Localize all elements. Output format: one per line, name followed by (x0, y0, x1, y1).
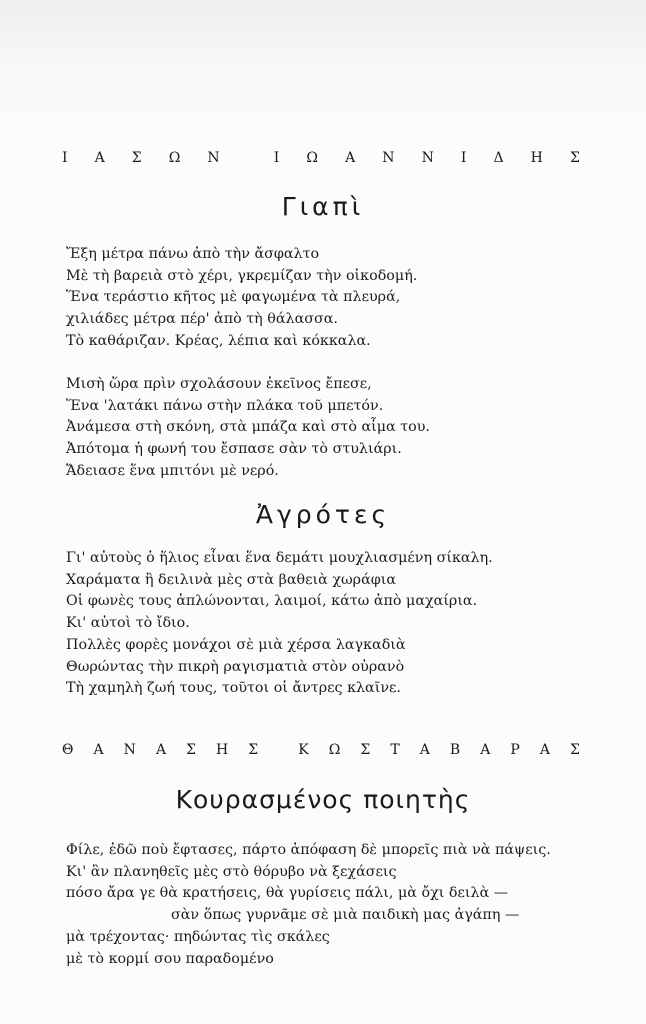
author-letter: Α (419, 742, 430, 758)
poem-line: Κι' ἂν πλανηθεῖς μὲς στὸ θόρυβο νὰ ξεχάσεις (66, 863, 397, 880)
poem-line: σὰν ὅπως γυρνᾶμε σὲ μιὰ παιδικὴ μας ἀγάπη — (171, 907, 520, 924)
author-letter: Δ (493, 150, 504, 166)
author-letter: Σ (569, 150, 580, 166)
author-letter: Σ (131, 150, 142, 166)
poem-line: Οἱ φωνὲς τους ἁπλώνονται, λαιμοί, κάτω ἀπὸ μαχαίρια. (66, 593, 478, 610)
poem-title: Κουρασμένος ποιητὴς (175, 785, 471, 814)
author-letter: Α (345, 150, 356, 166)
author-letter: Η (530, 150, 543, 166)
poem-line: Πολλὲς φορὲς μονάχοι σὲ μιὰ χέρσα λαγκαδιὰ (66, 636, 406, 653)
author-letter: Ω (328, 742, 341, 758)
poem-line: πόσο ἄρα γε θὰ κρατήσεις, θὰ γυρίσεις πάλι, μὰ ὄχι δειλὰ — (66, 885, 509, 902)
poem-line: Ἔξη μέτρα πάνω ἀπὸ τὴν ἄσφαλτο (66, 246, 320, 262)
author-letter: Ω (168, 150, 181, 166)
author-letter: Ν (382, 150, 395, 166)
poem-line: χιλιάδες μέτρα πέρ' ἀπὸ τὴ θάλασσα. (66, 311, 338, 328)
author-name (62, 150, 580, 166)
author-letter: Ν (123, 742, 136, 758)
author-letter: Α (155, 742, 167, 758)
author-letter: Ρ (510, 742, 520, 758)
poem-line: Μισὴ ὥρα πρὶν σχολάσουν ἐκεῖνος ἔπεσε, (66, 376, 372, 392)
author-letter: Ν (421, 150, 434, 166)
poem-line: Θωρώντας τὴν πικρὴ ραγισματιὰ στὸν οὐρανὸ (66, 658, 405, 675)
poem-line: Κι' αὐτοὶ τὸ ἴδιο. (66, 615, 190, 632)
author-letter: Σ (248, 742, 259, 758)
poem-stanza (66, 840, 551, 970)
poem-stanza (66, 374, 430, 483)
poem-line: Χαράματα ἢ δειλινὰ μὲς στὰ βαθειὰ χωράφια (66, 571, 397, 588)
author-letter: Β (449, 742, 461, 758)
poem-line: Ἕνα 'λατάκι πάνω στὴν πλάκα τοῦ μπετόν. (66, 397, 384, 414)
author-letter: Η (216, 742, 229, 758)
author-letter: Σ (569, 742, 580, 758)
author-letter: Τ (390, 742, 400, 758)
poem-line: Φίλε, ἐδῶ ποὺ ἔφτασες, πάρτο ἀπόφαση δὲ μπορεῖς πιὰ νὰ πάψεις. (66, 842, 551, 858)
author-letter: Α (93, 742, 104, 758)
author-letter: Α (539, 742, 550, 758)
author-letter: Ι (460, 150, 467, 166)
poem-stanza (66, 548, 493, 700)
poem-line: Ἀνάμεσα στὴ σκόνη, στὰ μπάζα καὶ στὸ αἷμα του. (66, 419, 430, 436)
poem-line: Ἕνα τεράστιο κῆτος μὲ φαγωμένα τὰ πλευρά, (66, 289, 401, 306)
poem-line: Γι' αὐτοὺς ὁ ἥλιος εἶναι ἕνα δεμάτι μουχλιασμένη σίκαλη. (66, 550, 493, 566)
poem-line: μὲ τὸ κορμί σου παραδομένο (66, 950, 274, 967)
author-letter: Σ (360, 742, 371, 758)
author-letter: Θ (62, 742, 74, 758)
poem-line: Τὴ χαμηλὴ ζωή τους, τοῦτοι οἱ ἄντρες κλαῖνε. (66, 680, 401, 697)
author-letter: Κ (298, 742, 309, 758)
poem-line: Ἄδειασε ἕνα μπιτόνι μὲ νερό. (66, 462, 279, 479)
author-letter: Ι (62, 150, 68, 166)
author-letter: Α (480, 742, 491, 758)
author-letter: Ω (306, 150, 318, 166)
poem-line: μὰ τρέχοντας· πηδώντας τὶς σκάλες (66, 928, 330, 945)
author-letter: Ν (207, 150, 220, 166)
poem-line: Μὲ τὴ βαρειὰ στὸ χέρι, γκρεμίζαν τὴν οἰκοδομή. (66, 267, 418, 284)
author-name (62, 742, 580, 758)
poem-title: Ἀγρότες (255, 500, 391, 529)
poem-title: Γιαπὶ (281, 192, 365, 221)
author-letter: Σ (186, 742, 197, 758)
author-letter: Ι (273, 150, 280, 166)
poem-line: Ἀπότομα ἡ φωνή του ἔσπασε σὰν τὸ στυλιάρι. (66, 441, 402, 458)
author-letter: Α (94, 150, 105, 166)
poem-stanza (66, 244, 417, 353)
poem-line: Τὸ καθάριζαν. Κρέας, λέπια καὶ κόκκαλα. (66, 332, 371, 349)
